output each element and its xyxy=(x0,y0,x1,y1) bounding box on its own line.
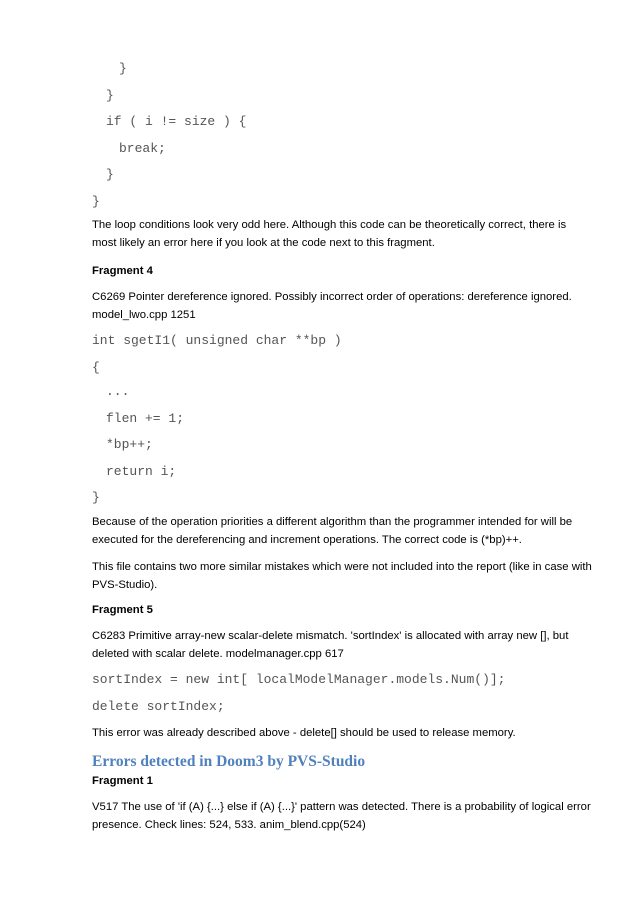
section-heading: Errors detected in Doom3 by PVS-Studio xyxy=(92,753,366,770)
paragraph-already-described: This error was already described above - delete[] should be used to release memory. xyxy=(92,727,516,739)
fragment-1-description: V517 The use of 'if (A) {...} else if (A) {...}' pattern was detected. There is a probability of logical error presence. Check lines: 524, 533. anim_blend.cpp(524) xyxy=(92,801,591,831)
fragment-5-title: Fragment 5 xyxy=(92,604,153,616)
code-line: delete sortIndex; xyxy=(92,699,225,714)
code-line: if ( i != size ) { xyxy=(106,114,247,129)
code-line: } xyxy=(106,88,114,103)
code-line: } xyxy=(92,490,100,505)
code-line: int sgetI1( unsigned char **bp ) xyxy=(92,333,342,348)
code-line: return i; xyxy=(106,464,177,479)
fragment-5-description: C6283 Primitive array-new scalar-delete mismatch. 'sortIndex' is allocated with array new [], but deleted with scalar delete. modelmanager.cpp 617 xyxy=(92,630,569,660)
paragraph-loop-conditions: The loop conditions look very odd here. Although this code can be theoretically correct, there is most likely an error here if you look at the code next to this fragment. xyxy=(92,219,567,249)
code-line: flen += 1; xyxy=(106,411,185,426)
fragment-4-title: Fragment 4 xyxy=(92,265,153,277)
code-line: { xyxy=(92,360,100,375)
code-line: *bp++; xyxy=(106,437,153,452)
fragment-4-description: C6269 Pointer dereference ignored. Possibly incorrect order of operations: dereference ignored. model_lwo.cpp 1251 xyxy=(92,291,572,321)
code-line: ... xyxy=(106,384,130,399)
paragraph-similar-mistakes: This file contains two more similar mistakes which were not included into the report (like in case with PVS-Studio). xyxy=(92,561,592,591)
code-line: sortIndex = new int[ localModelManager.models.Num()]; xyxy=(92,672,506,687)
code-line: break; xyxy=(119,141,166,156)
code-line: } xyxy=(92,194,100,209)
code-line: } xyxy=(106,167,114,182)
fragment-1-title: Fragment 1 xyxy=(92,775,153,787)
paragraph-operation-priorities: Because of the operation priorities a different algorithm than the programmer intended for will be executed for the dereferencing and increment operations. The correct code is (*bp)++. xyxy=(92,516,573,546)
code-line: } xyxy=(119,61,127,76)
